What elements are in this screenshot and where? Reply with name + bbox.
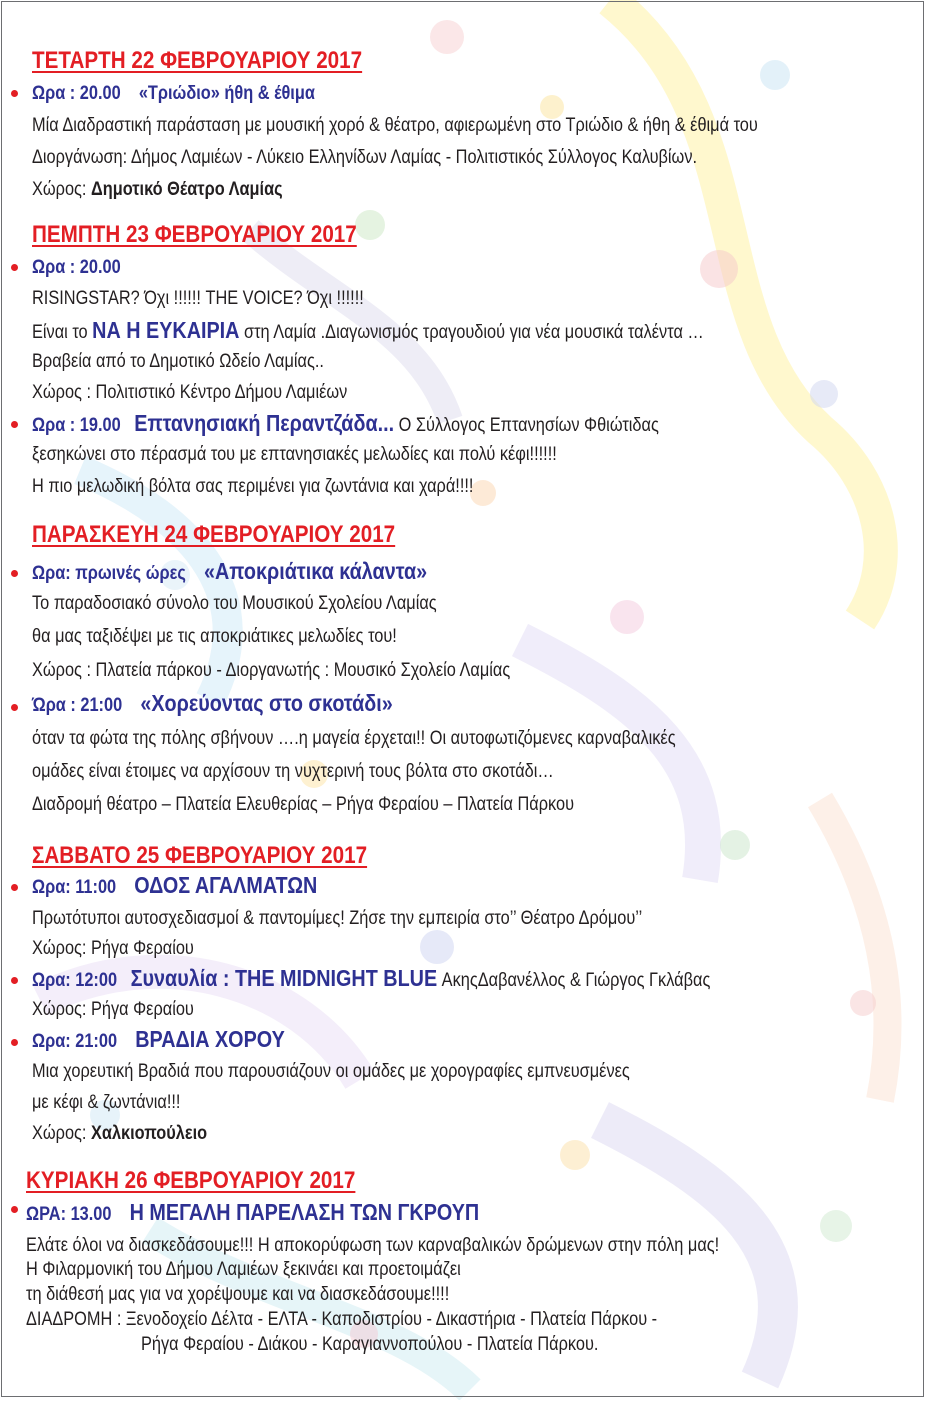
- event-time: Ωρα: 11:00: [32, 877, 117, 898]
- event-header: [32, 412, 659, 437]
- event-header: [32, 257, 121, 279]
- event-title: «Τριώδιο» ήθη & έθιμα: [138, 83, 315, 104]
- event-title: «Χορεύοντας στο σκοτάδι»: [140, 690, 393, 716]
- event-description: Η Φιλαρμονική του Δήμου Λαμιέων ξεκινάει και προετοιμάζει: [26, 1259, 461, 1280]
- event-time: Ωρα: 12:00: [32, 970, 118, 991]
- event-title-rest: ΑκηςΔαβανέλλος & Γιώργος Γκλάβας: [437, 970, 711, 991]
- day-heading: ΣΑΒΒΑΤΟ 25 ΦΕΒΡΟΥΑΡΙΟΥ 2017: [32, 842, 368, 869]
- event-time: ΩΡΑ: 13.00: [26, 1204, 112, 1225]
- day-heading: ΤΕΤΑΡΤΗ 22 ΦΕΒΡΟΥΑΡΙΟΥ 2017: [32, 47, 363, 74]
- event-header: [32, 692, 393, 717]
- text-fragment: στη Λαμία .Διαγωνισμός τραγουδιού για νέα μουσικά ταλέντα …: [239, 322, 704, 343]
- bullet-icon: [11, 1039, 18, 1046]
- event-description: με κέφι & ζωντάνια!!!: [32, 1092, 181, 1113]
- event-venue: Χώρος: Ρήγα Φεραίου: [32, 999, 194, 1020]
- bullet-icon: [11, 1206, 18, 1213]
- event-header: [32, 560, 427, 585]
- event-title: ΒΡΑΔΙΑ ΧΟΡΟΥ: [135, 1026, 285, 1052]
- bullet-icon: [11, 704, 18, 711]
- event-description: ξεσηκώνει στο πέρασμά του με επτανησιακές μελωδίες και πολύ κέφι!!!!!!: [32, 444, 557, 465]
- event-title: «Αποκριάτικα κάλαντα»: [204, 558, 428, 584]
- event-time: Ωρα : 19.00: [32, 415, 121, 436]
- event-header: [32, 83, 315, 105]
- bullet-icon: [11, 977, 18, 984]
- venue-label: Χώρος:: [32, 179, 92, 200]
- event-time: Ωρα: 21:00: [32, 1031, 118, 1052]
- day-heading: ΠΕΜΠΤΗ 23 ΦΕΒΡΟΥΑΡΙΟΥ 2017: [32, 221, 357, 248]
- event-time: Ωρα : 20.00: [32, 257, 121, 278]
- event-title: Επτανησιακή Περαντζάδα...: [134, 410, 395, 436]
- event-venue: [32, 179, 283, 201]
- venue-label: Χώρος:: [32, 1123, 92, 1144]
- text-fragment: Είναι το: [32, 322, 93, 343]
- event-description: Μια χορευτική Βραδιά που παρουσιάζουν οι ομάδες με χορογραφίες εμπνευσμένες: [32, 1061, 630, 1082]
- bullet-icon: [11, 264, 18, 271]
- bullet-icon: [11, 884, 18, 891]
- event-header: [26, 1201, 479, 1226]
- event-description: τη διάθεσή μας για να χορέψουμε και να διασκεδάσουμε!!!!: [26, 1284, 450, 1305]
- event-title-rest: Ο Σύλλογος Επτανησίων Φθιώτιδας: [394, 415, 659, 436]
- venue-name: Δημοτικό Θέατρο Λαμίας: [91, 179, 283, 200]
- event-header: [32, 874, 317, 899]
- event-header: [32, 967, 710, 992]
- venue-name: Χαλκιοπούλειο: [91, 1123, 208, 1144]
- event-description: Βραβεία από το Δημοτικό Ωδείο Λαμίας..: [32, 351, 324, 372]
- event-time: Ωρα: πρωινές ώρες: [32, 563, 186, 584]
- event-venue: Χώρος : Πολιτιστικό Κέντρο Δήμου Λαμιέων: [32, 382, 348, 403]
- event-description: όταν τα φώτα της πόλης σβήνουν ….η μαγεία έρχεται!! Οι αυτοφωτιζόμενες καρναβαλικές: [32, 728, 676, 749]
- event-venue: Χώρος: Ρήγα Φεραίου: [32, 938, 194, 959]
- event-title: ΟΔΟΣ ΑΓΑΛΜΑΤΩΝ: [134, 872, 318, 898]
- event-description: Πρωτότυποι αυτοσχεδιασμοί & παντομίμες! Ζήσε την εμπειρία στο’’ Θέατρο Δρόμου’’: [32, 908, 643, 929]
- day-heading: ΠΑΡΑΣΚΕΥΗ 24 ΦΕΒΡΟΥΑΡΙΟΥ 2017: [32, 521, 396, 548]
- event-description: [32, 319, 704, 344]
- event-description: Μία Διαδραστική παράσταση με μουσική χορό & θέατρο, αφιερωμένη στο Τριώδιο & ήθη & έθιμά του: [32, 115, 758, 136]
- event-route: Ρήγα Φεραίου - Διάκου - Καραγιαννοπούλου - Πλατεία Πάρκου.: [141, 1334, 599, 1355]
- event-description: Διοργάνωση: Δήμος Λαμιέων - Λύκειο Ελληνίδων Λαμίας - Πολιτιστικός Σύλλογος Καλυβίων.: [32, 147, 698, 168]
- event-description: Το παραδοσιακό σύνολο του Μουσικού Σχολείου Λαμίας: [32, 593, 437, 614]
- event-route: ΔΙΑΔΡΟΜΗ : Ξενοδοχείο Δέλτα - ΕΛΤΑ - Καποδιστρίου - Δικαστήρια - Πλατεία Πάρκου -: [26, 1309, 658, 1330]
- event-time: Ώρα : 21:00: [32, 695, 123, 716]
- event-description: ομάδες είναι έτοιμες να αρχίσουν τη νυχτερινή τους βόλτα στο σκοτάδι…: [32, 761, 554, 782]
- event-venue: Χώρος : Πλατεία πάρκου - Διοργανωτής : Μουσικό Σχολείο Λαμίας: [32, 660, 511, 681]
- bullet-icon: [11, 570, 18, 577]
- event-description: Ελάτε όλοι να διασκεδάσουμε!!! Η αποκορύφωση των καρναβαλικών δρώμενων στην πόλη μας!: [26, 1235, 720, 1256]
- event-highlight: ΝΑ Η ΕΥΚΑΙΡΙΑ: [92, 317, 240, 343]
- event-venue: [32, 1123, 207, 1145]
- event-description: θα μας ταξιδέψει με τις αποκριάτικες μελωδίες του!: [32, 626, 397, 647]
- event-header: [32, 1028, 285, 1053]
- event-description: Η πιο μελωδική βόλτα σας περιμένει για ζωντάνια και χαρά!!!!: [32, 476, 474, 497]
- event-route: Διαδρομή θέατρο – Πλατεία Ελευθερίας – Ρήγα Φεραίου – Πλατεία Πάρκου: [32, 794, 575, 815]
- event-title: Συναυλία : THE MIDNIGHT BLUE: [130, 965, 438, 991]
- bullet-icon: [11, 90, 18, 97]
- day-heading: ΚΥΡΙΑΚΗ 26 ΦΕΒΡΟΥΑΡΙΟΥ 2017: [26, 1167, 356, 1194]
- event-description: RISINGSTAR? Όχι !!!!!! THE VOICE? Όχι !!!!!!: [32, 288, 364, 309]
- event-title: Η ΜΕΓΑΛΗ ΠΑΡΕΛΑΣΗ ΤΩΝ ΓΚΡΟΥΠ: [129, 1199, 480, 1225]
- event-time: Ωρα : 20.00: [32, 83, 121, 104]
- bullet-icon: [11, 421, 18, 428]
